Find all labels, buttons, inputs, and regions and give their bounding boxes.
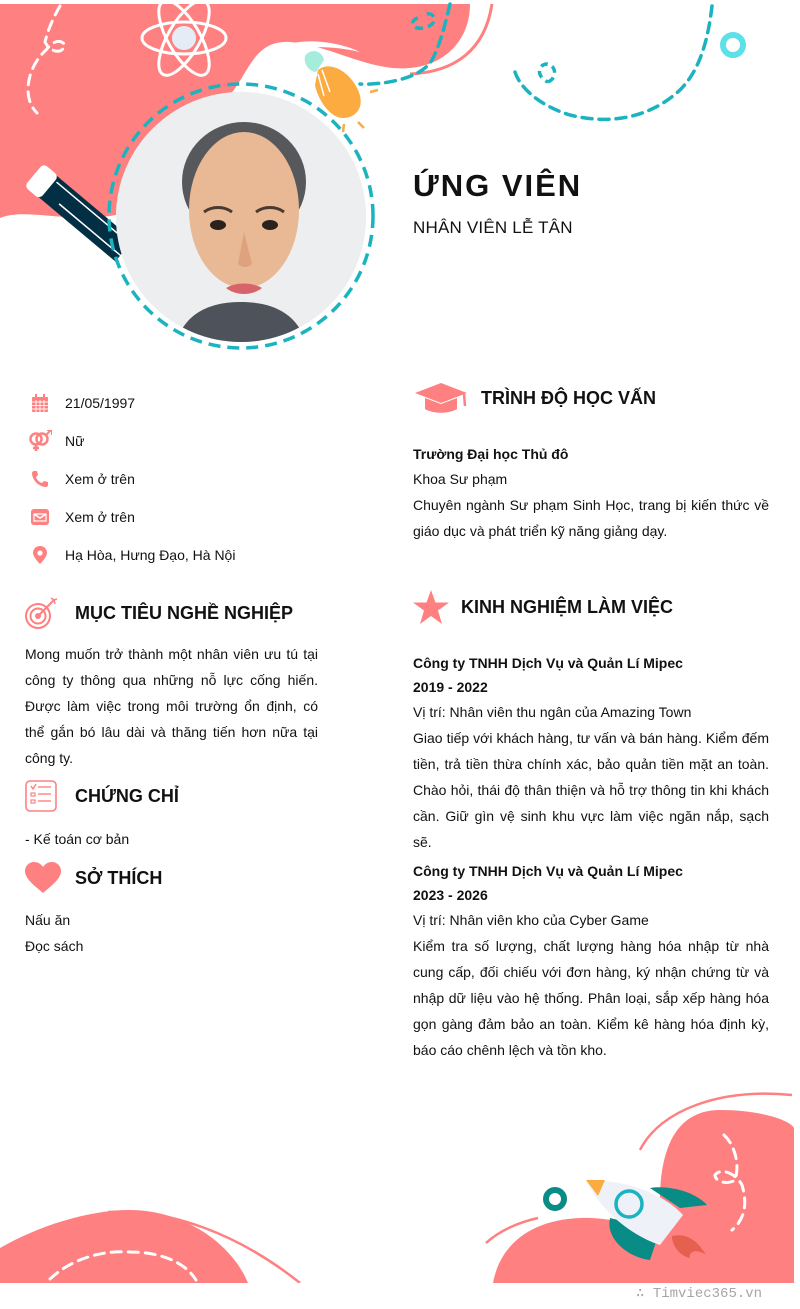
contact-birthdate (28, 384, 235, 422)
bottom-left-pink-blob (0, 1210, 248, 1283)
contact-email (28, 498, 235, 536)
address-value: Hạ Hòa, Hưng Đạo, Hà Nội (65, 547, 236, 563)
calendar-icon (28, 391, 52, 415)
education-school: Trường Đại học Thủ đô (413, 446, 569, 462)
phone-icon (28, 467, 52, 491)
education-title: TRÌNH ĐỘ HỌC VẤN (481, 387, 656, 408)
objective-title: MỤC TIÊU NGHỀ NGHIỆP (75, 602, 294, 623)
gender-value: Nữ (65, 433, 85, 449)
job-description: Giao tiếp với khách hàng, tư vấn và bán hàng. Kiểm đếm tiền, trả tiền thừa chính xác, bảo quản tiền mặt an toàn. Chào hỏi, thái độ thân thiện và hỗ trợ thông tin khi khách cần. Giữ gìn vệ sinh khu vực làm việc ngăn nắp, sạch sẽ. (413, 730, 769, 850)
job-company: Công ty TNHH Dịch Vụ và Quản Lí Mipec (413, 655, 683, 671)
contact-gender (28, 422, 235, 460)
candidate-position: NHÂN VIÊN LỄ TÂN (413, 218, 573, 237)
job-company: Công ty TNHH Dịch Vụ và Quản Lí Mipec (413, 863, 683, 879)
graduation-cap-icon (413, 381, 469, 415)
hobby-item: Nấu ăn (25, 912, 71, 928)
portrait-illustration (116, 92, 366, 342)
ring-decoration (723, 35, 743, 55)
contact-phone (28, 460, 235, 498)
experience-header (413, 590, 673, 624)
job-description: Kiểm tra số lượng, chất lượng hàng hóa nhập từ nhà cung cấp, đối chiếu với đơn hàng, ký nhận chứng từ và nhập dữ liệu vào hệ thống. Phân loại, sắp xếp hàng hóa gọn gàng đảm bảo an toàn. Kiểm kê hàng hóa định kỳ, báo cáo chênh lệch và tồn kho. (413, 938, 769, 1058)
job-position: Vị trí: Nhân viên thu ngân của Amazing Town (413, 704, 692, 720)
education-header (413, 381, 656, 415)
experience-title: KINH NGHIỆM LÀM VIỆC (461, 596, 674, 617)
candidate-photo (116, 92, 366, 342)
email-icon (28, 505, 52, 529)
target-icon (24, 596, 60, 630)
hobbies-title: SỞ THÍCH (75, 867, 163, 888)
objective-text: Mong muốn trở thành một nhân viên ưu tú tại công ty thông qua những nỗ lực cống hiến. Được làm việc trong môi trường ổn định, có thể gắn bó lâu dài và thăng tiến hơn nữa tại công ty. (25, 646, 318, 766)
contact-info-list (28, 384, 235, 574)
hobbies-header (25, 862, 162, 894)
heart-icon (25, 862, 61, 894)
objective-header (24, 596, 293, 630)
candidate-name: ỨNG VIÊN (413, 168, 583, 203)
contact-address (28, 536, 235, 574)
certificate-item: - Kế toán cơ bản (25, 831, 130, 847)
birthdate-value: 21/05/1997 (65, 395, 136, 411)
site-watermark: ∴ Timviec365.vn (636, 1286, 763, 1302)
hobby-item: Đọc sách (25, 938, 84, 954)
job-position: Vị trí: Nhân viên kho của Cyber Game (413, 912, 649, 928)
star-icon (413, 590, 449, 624)
phone-value: Xem ở trên (65, 471, 135, 487)
gender-icon (28, 429, 52, 453)
location-icon (28, 543, 52, 567)
education-description: Chuyên ngành Sư phạm Sinh Học, trang bị kiến thức về giáo dục và phát triển kỹ năng giảng dạy. (413, 497, 769, 539)
education-faculty: Khoa Sư phạm (413, 471, 508, 487)
email-value: Xem ở trên (65, 509, 135, 525)
job-period: 2023 - 2026 (413, 887, 488, 903)
checklist-icon (25, 780, 57, 812)
job-period: 2019 - 2022 (413, 679, 488, 695)
certificates-title: CHỨNG CHỈ (75, 785, 179, 806)
certificates-header (25, 780, 179, 812)
